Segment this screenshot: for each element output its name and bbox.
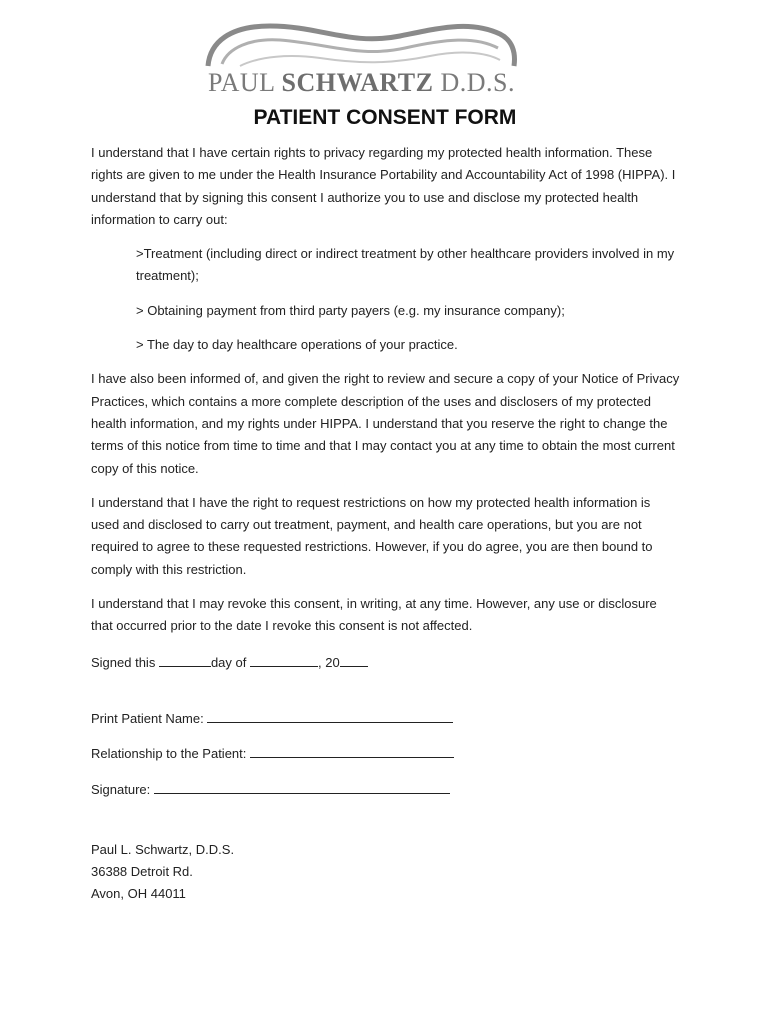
signed-year-blank[interactable]: [340, 652, 368, 667]
logo-wordmark: [208, 68, 515, 98]
relationship-blank[interactable]: [250, 743, 454, 758]
signature-label: Signature:: [91, 781, 151, 797]
intro-paragraph: I understand that I have certain rights to privacy regarding my protected health information. These rights are given to me under the Health Insurance Portability and Accountability Act of 1998 (HIPPA). I understand that by signing this consent I authorize you to use and disclose my protected health information to carry out:: [91, 145, 676, 227]
logo-suffix: D.D.S.: [440, 68, 515, 97]
consent-item-operations: > The day to day healthcare operations of your practice.: [136, 337, 458, 353]
address-city: Avon, OH 44011: [91, 886, 186, 902]
print-name-blank[interactable]: [207, 708, 453, 723]
relationship-label: Relationship to the Patient:: [91, 746, 247, 762]
signed-prefix: Signed this: [91, 654, 156, 670]
practice-logo: [200, 14, 520, 96]
logo-swoosh-graphic: [200, 14, 520, 74]
consent-item-payment: > Obtaining payment from third party payers (e.g. my insurance company);: [136, 302, 565, 318]
signed-day-blank[interactable]: [159, 652, 211, 667]
signed-date-line: [91, 652, 681, 674]
relationship-field: [91, 743, 681, 765]
privacy-notice-paragraph: I have also been informed of, and given the right to review and secure a copy of your Notice of Privacy Practices, which contains a more complete description of the uses and disclosers of my protected health information, and my rights under HIPPA. I understand that you reserve the right to change the terms of this notice from time to time and that I may contact you at any time to obtain the most current copy of this notice.: [91, 371, 680, 476]
address-name: Paul L. Schwartz, D.D.S.: [91, 841, 235, 857]
logo-name-bold: SCHWARTZ: [281, 68, 434, 97]
signed-year-prefix: , 20: [318, 654, 340, 670]
address-street: 36388 Detroit Rd.: [91, 864, 193, 880]
consent-item-treatment: >Treatment (including direct or indirect treatment by other healthcare providers involved in my treatment);: [136, 246, 675, 284]
print-name-label: Print Patient Name:: [91, 710, 204, 726]
logo-name-regular: PAUL: [208, 68, 275, 97]
signature-field: [91, 779, 681, 801]
signed-day-label: day of: [210, 654, 247, 670]
revoke-paragraph: I understand that I may revoke this consent, in writing, at any time. However, any use or disclosure that occurred prior to the date I revoke this consent is not affected.: [91, 596, 657, 634]
form-title: PATIENT CONSENT FORM: [253, 106, 517, 129]
practice-address: [91, 839, 681, 906]
print-name-field: [91, 708, 681, 730]
form-body: [91, 142, 681, 906]
signature-blank[interactable]: [154, 779, 450, 794]
signed-month-blank[interactable]: [250, 652, 318, 667]
restrictions-paragraph: I understand that I have the right to request restrictions on how my protected health information is used and disclosed to carry out treatment, payment, and health care operations, but you are not required to agree to these requested restrictions. However, if you do agree, you are then bound to comply with this restriction.: [91, 494, 653, 577]
